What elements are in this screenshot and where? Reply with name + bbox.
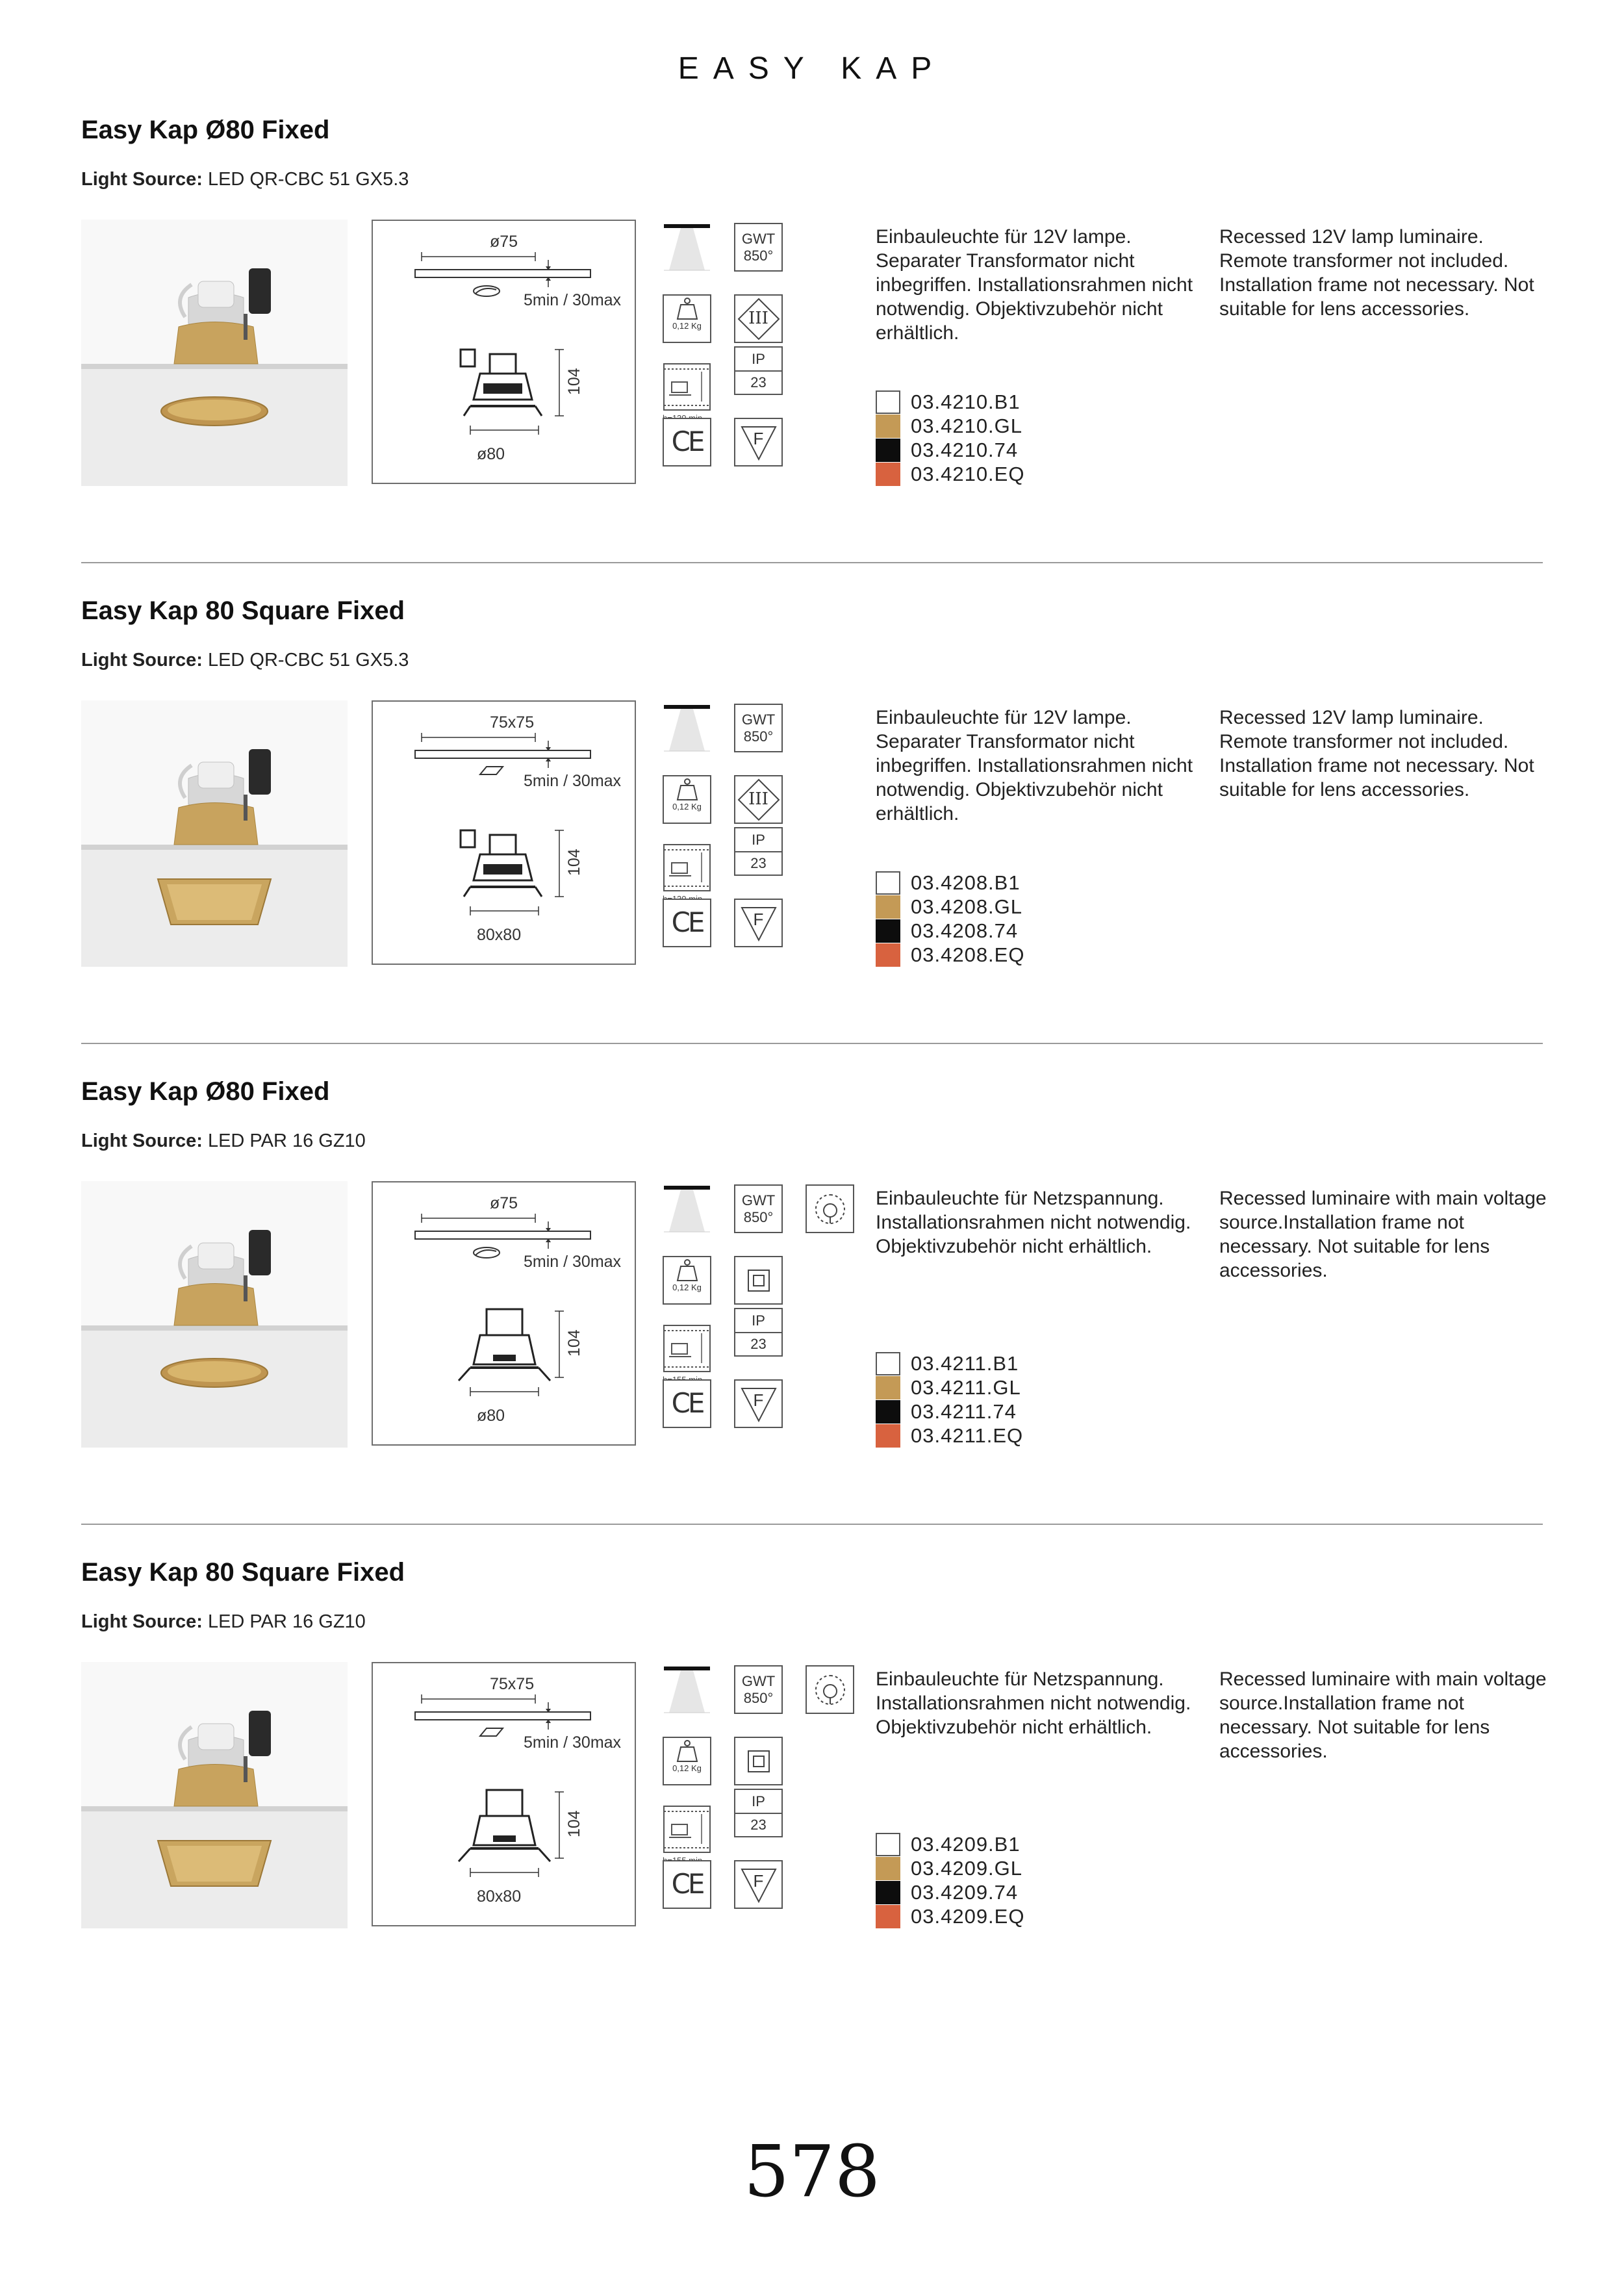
dim-outer: ø80 (477, 445, 505, 463)
dim-height: 104 (565, 1329, 583, 1357)
product-title: Easy Kap Ø80 Fixed (81, 116, 330, 144)
product-photo-svg (81, 1662, 348, 1928)
description-de: Einbauleuchte für Netzspannung. Installationsrahmen nicht notwendig. Objektivzubehör nicht erhältlich. (876, 1188, 1191, 1257)
f-mark-text: F (753, 428, 764, 448)
technical-drawing-svg (373, 1182, 635, 1444)
class-value: III (748, 789, 768, 809)
gwt-label: GWT (741, 1192, 776, 1209)
color-swatch (876, 1424, 900, 1448)
code-row (876, 438, 1024, 462)
ip-rating-icon (734, 1789, 783, 1837)
ce-mark-text: CE (671, 906, 703, 939)
light-source-label: Light Source: (81, 1611, 203, 1632)
dim-cutout: 75x75 (490, 713, 535, 732)
product-photo-svg (81, 1181, 348, 1448)
color-swatch (876, 439, 900, 462)
product-section (81, 1058, 1547, 1539)
technical-drawing (372, 1662, 636, 1926)
dim-height: 104 (565, 368, 583, 395)
gwt-icon (734, 1184, 783, 1233)
product-code: 03.4211.74 (911, 1399, 1017, 1423)
ip-label: IP (752, 832, 765, 849)
light-source-value: LED PAR 16 GZ10 (207, 1611, 366, 1632)
product-section (81, 577, 1543, 1058)
gwt-temp: 850° (743, 728, 774, 745)
gwt-icon (734, 223, 783, 272)
product-code: 03.4210.GL (911, 414, 1023, 437)
description-en: Recessed 12V lamp luminaire. Remote transformer not included. Installation frame not necessary. Not suitable for lens accessories. (1219, 226, 1534, 320)
product-code: 03.4211.GL (911, 1375, 1021, 1399)
color-swatch (876, 1881, 900, 1904)
code-row (876, 1351, 1023, 1375)
product-section (81, 1539, 1547, 2019)
code-row (876, 943, 1024, 967)
product-photo (81, 1181, 348, 1448)
ip-value: 23 (750, 854, 767, 871)
ip-separator (735, 1813, 781, 1814)
f-mark-icon (734, 1860, 783, 1909)
section-divider (81, 1524, 1543, 1525)
dim-outer: 80x80 (477, 1887, 522, 1906)
beam-angle-icon (663, 1665, 711, 1714)
code-row (876, 414, 1024, 438)
gwt-label: GWT (741, 231, 776, 248)
section-divider (81, 562, 1543, 563)
code-row (876, 1399, 1023, 1424)
technical-drawing-svg (373, 221, 635, 483)
weight-icon (663, 775, 711, 824)
product-code: 03.4210.B1 (911, 390, 1021, 413)
product-code: 03.4210.74 (911, 438, 1019, 461)
ip-value: 23 (750, 1335, 767, 1352)
description-de: Einbauleuchte für 12V lampe. Separater Transformator nicht inbegriffen. Installationsrahmen nicht notwendig. Objektivzubehör nicht erhältlich. (876, 707, 1193, 824)
color-swatch (876, 1376, 900, 1399)
product-code: 03.4208.GL (911, 895, 1023, 918)
led-source-icon (806, 1184, 854, 1233)
gwt-icon (734, 704, 783, 752)
ip-separator (735, 370, 781, 372)
product-title: Easy Kap Ø80 Fixed (81, 1077, 330, 1106)
installation-height-icon (663, 843, 711, 892)
ip-label: IP (752, 351, 765, 368)
light-source (81, 1611, 366, 1633)
f-mark-text: F (753, 1390, 764, 1410)
class-icon (734, 775, 783, 824)
product-title: Easy Kap 80 Square Fixed (81, 596, 405, 625)
ip-rating-icon (734, 827, 783, 876)
gwt-icon (734, 1665, 783, 1714)
weight-value: 0,12 Kg (672, 1763, 702, 1773)
color-swatch (876, 463, 900, 486)
description-de: Einbauleuchte für Netzspannung. Installationsrahmen nicht notwendig. Objektivzubehör nicht erhältlich. (876, 1668, 1191, 1738)
ip-rating-icon (734, 346, 783, 395)
product-codes (876, 871, 1024, 967)
dim-depth: 5min / 30max (524, 1253, 622, 1271)
light-source-value: LED QR-CBC 51 GX5.3 (207, 169, 409, 190)
dim-cutout: 75x75 (490, 1675, 535, 1693)
dim-depth: 5min / 30max (524, 291, 622, 309)
code-row (876, 871, 1024, 895)
dim-depth: 5min / 30max (524, 772, 622, 790)
product-codes (876, 1832, 1024, 1928)
color-swatch (876, 1857, 900, 1880)
code-row (876, 1904, 1024, 1928)
class-icon (734, 1256, 783, 1305)
product-photo (81, 220, 348, 486)
page-number: 578 (744, 2130, 880, 2213)
ip-separator (735, 1332, 781, 1333)
gwt-temp: 850° (743, 247, 774, 264)
technical-drawing-svg (373, 702, 635, 964)
product-code: 03.4211.EQ (911, 1424, 1024, 1447)
description-de: Einbauleuchte für 12V lampe. Separater Transformator nicht inbegriffen. Installationsrahmen nicht notwendig. Objektivzubehör nicht erhältlich. (876, 226, 1193, 344)
product-photo-svg (81, 220, 348, 486)
product-title: Easy Kap 80 Square Fixed (81, 1558, 405, 1587)
description-en: Recessed 12V lamp luminaire. Remote transformer not included. Installation frame not necessary. Not suitable for lens accessories. (1219, 707, 1534, 800)
ce-mark-icon (663, 418, 711, 466)
beam-angle-icon (663, 704, 711, 752)
light-source-value: LED PAR 16 GZ10 (207, 1131, 366, 1151)
product-codes (876, 390, 1024, 486)
product-codes (876, 1351, 1023, 1448)
code-row (876, 1424, 1023, 1448)
f-mark-text: F (753, 909, 764, 929)
ip-value: 23 (750, 374, 767, 390)
gwt-temp: 850° (743, 1689, 774, 1706)
installation-height-icon (663, 1805, 711, 1854)
color-swatch (876, 871, 900, 895)
dim-cutout: ø75 (490, 1194, 518, 1212)
f-mark-text: F (753, 1871, 764, 1891)
product-photo (81, 700, 348, 967)
product-code: 03.4208.B1 (911, 871, 1021, 894)
color-swatch (876, 1352, 900, 1375)
dim-height: 104 (565, 1810, 583, 1837)
weight-icon (663, 1256, 711, 1305)
ce-mark-icon (663, 1860, 711, 1909)
ce-mark-icon (663, 1379, 711, 1428)
light-source-label: Light Source: (81, 650, 203, 671)
light-source (81, 1131, 366, 1152)
f-mark-icon (734, 1379, 783, 1428)
weight-value: 0,12 Kg (672, 1283, 702, 1292)
color-swatch (876, 415, 900, 438)
installation-height-icon (663, 363, 711, 411)
code-row (876, 1880, 1024, 1904)
product-code: 03.4210.EQ (911, 462, 1025, 485)
product-photo (81, 1662, 348, 1928)
product-code: 03.4209.74 (911, 1880, 1019, 1904)
product-section (81, 96, 1543, 577)
dim-height: 104 (565, 849, 583, 876)
color-swatch (876, 1905, 900, 1928)
code-row (876, 919, 1024, 943)
product-code: 03.4209.GL (911, 1856, 1023, 1880)
ce-mark-text: CE (671, 426, 703, 458)
beam-angle-icon (663, 1184, 711, 1233)
gwt-label: GWT (741, 1673, 776, 1690)
product-code: 03.4209.B1 (911, 1832, 1021, 1856)
code-row (876, 1856, 1024, 1880)
dim-outer: 80x80 (477, 926, 522, 944)
f-mark-icon (734, 899, 783, 947)
class-icon (734, 294, 783, 343)
gwt-temp: 850° (743, 1208, 774, 1225)
code-row (876, 390, 1024, 414)
color-swatch (876, 943, 900, 967)
dim-cutout: ø75 (490, 233, 518, 251)
ce-mark-text: CE (671, 1868, 703, 1900)
ip-value: 23 (750, 1816, 767, 1833)
ip-rating-icon (734, 1308, 783, 1357)
product-code: 03.4208.EQ (911, 943, 1025, 966)
installation-height-icon (663, 1324, 711, 1373)
light-source (81, 650, 409, 671)
gwt-label: GWT (741, 711, 776, 728)
light-source-value: LED QR-CBC 51 GX5.3 (207, 650, 409, 671)
weight-icon (663, 1737, 711, 1785)
f-mark-icon (734, 418, 783, 466)
color-swatch (876, 1400, 900, 1424)
weight-icon (663, 294, 711, 343)
code-row (876, 462, 1024, 486)
technical-drawing-svg (373, 1663, 635, 1925)
color-swatch (876, 919, 900, 943)
technical-drawing (372, 1181, 636, 1446)
color-swatch (876, 1833, 900, 1856)
light-source (81, 169, 409, 190)
class-icon (734, 1737, 783, 1785)
description-en: Recessed luminaire with main voltage source.Installation frame not necessary. Not suitable for lens accessories. (1219, 1668, 1547, 1762)
dim-depth: 5min / 30max (524, 1733, 622, 1752)
ip-separator (735, 851, 781, 852)
ip-label: IP (752, 1793, 765, 1810)
dim-outer: ø80 (477, 1407, 505, 1425)
beam-angle-icon (663, 223, 711, 272)
code-row (876, 1375, 1023, 1399)
light-source-label: Light Source: (81, 1131, 203, 1151)
light-source-label: Light Source: (81, 169, 203, 190)
code-row (876, 895, 1024, 919)
color-swatch (876, 390, 900, 414)
brand-title: EASY KAP (678, 51, 946, 86)
ce-mark-icon (663, 899, 711, 947)
description-en: Recessed luminaire with main voltage source.Installation frame not necessary. Not suitable for lens accessories. (1219, 1188, 1547, 1281)
ce-mark-text: CE (671, 1387, 703, 1420)
product-code: 03.4208.74 (911, 919, 1019, 942)
ip-label: IP (752, 1312, 765, 1329)
product-photo-svg (81, 700, 348, 967)
color-swatch (876, 895, 900, 919)
product-code: 03.4211.B1 (911, 1351, 1019, 1375)
section-divider (81, 1043, 1543, 1044)
technical-drawing (372, 220, 636, 484)
weight-value: 0,12 Kg (672, 802, 702, 811)
class-value: III (748, 308, 768, 328)
led-source-icon (806, 1665, 854, 1714)
technical-drawing (372, 700, 636, 965)
code-row (876, 1832, 1024, 1856)
weight-value: 0,12 Kg (672, 321, 702, 331)
product-code: 03.4209.EQ (911, 1904, 1025, 1928)
